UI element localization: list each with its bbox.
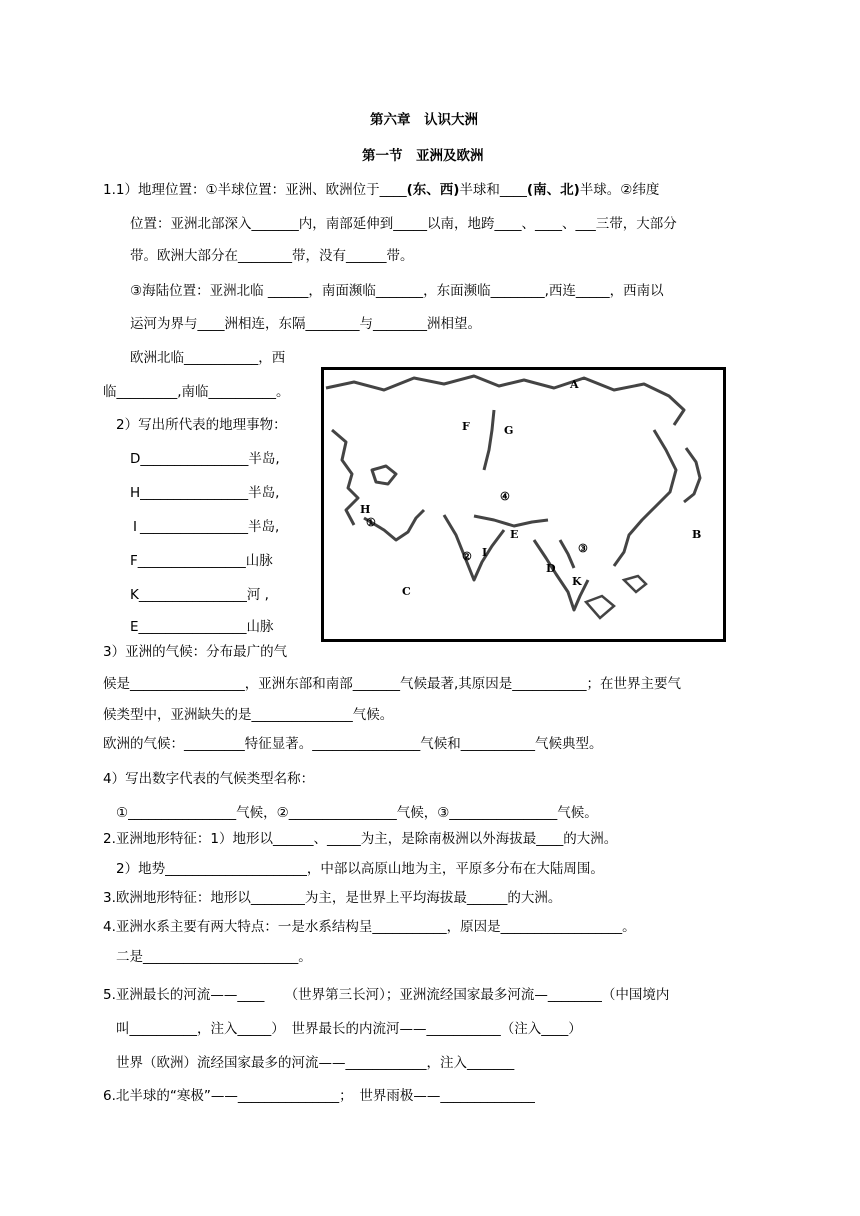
japan-islands <box>684 448 700 502</box>
asia-coastline-east <box>614 430 676 566</box>
q4-line1: 4.亚洲水系主要有两大特点：一是水系结构呈___________，原因是__________________。 <box>103 919 636 935</box>
q3-line: 3.欧洲地形特征：地形以________为主，是世界上平均海拔最______的大洲。 <box>103 890 562 906</box>
sea-inland <box>372 466 396 484</box>
q1-part3-line3: 候类型中，亚洲缺失的是_______________气候。 <box>103 707 394 723</box>
q1-part4-line: ①________________气候，②________________气候，③________________气候。 <box>116 805 598 821</box>
feature-suffix: 山脉 <box>245 553 273 569</box>
q1-line1 <box>103 180 659 200</box>
q5-line1: 5.亚洲最长的河流——____ （世界第三长河）；亚洲流经国家最多河流—________（中国境内 <box>103 987 670 1003</box>
q1-line4: ③海陆位置：亚洲北临 ______，南面濒临_______，东面濒临________,西连_____，西南以 <box>130 283 664 299</box>
ural-range <box>484 410 494 470</box>
map-number-2: ② <box>462 550 472 563</box>
feature-row <box>130 517 279 537</box>
feature-blank: ________________ <box>138 619 247 635</box>
feature-suffix: 半岛, <box>248 451 280 467</box>
q1-part3-line2: 候是_________________，亚洲东部和南部_______气候最著,其原因是___________；在世界主要气 <box>103 676 682 692</box>
q1-part2-title: 2）写出所代表的地理事物： <box>116 417 287 433</box>
map-label-h: H <box>360 503 371 516</box>
river-k <box>560 540 574 568</box>
q1-option-ns: (南、北) <box>526 182 580 198</box>
feature-row <box>130 617 274 637</box>
feature-letter: I <box>133 519 137 535</box>
q1-line6: 欧洲北临___________，西 <box>130 350 286 366</box>
q1-line7: 临_________,南临__________。 <box>103 384 290 400</box>
q1-part3-line1: 3）亚洲的气候：分布最广的气 <box>103 644 288 660</box>
q1-part3-line4: 欧洲的气候：_________特征显著。________________气候和___________气候典型。 <box>103 736 603 752</box>
feature-suffix: 河 , <box>246 587 269 603</box>
map-label-c: C <box>402 585 411 598</box>
feature-suffix: 半岛, <box>248 485 280 501</box>
map-label-a: A <box>570 378 579 391</box>
q1-option-ew: (东、西) <box>406 182 460 198</box>
feature-row <box>130 483 279 503</box>
q2-line2: 2）地势_____________________，中部以高原山地为主，平原多分布在大陆周围。 <box>116 861 604 877</box>
feature-suffix: 半岛, <box>247 519 280 535</box>
q5-line3: 世界（欧洲）流经国家最多的河流——____________，注入_______ <box>116 1055 515 1071</box>
feature-blank: ________________ <box>140 451 249 467</box>
map-number-1: ① <box>366 516 376 529</box>
feature-letter: F <box>130 553 138 569</box>
section-title: 第一节 亚洲及欧洲 <box>362 148 484 164</box>
island-southeast <box>624 576 646 592</box>
feature-blank: ________________ <box>140 485 249 501</box>
asia-coastline-north <box>326 376 684 425</box>
map-label-b: B <box>692 528 702 541</box>
feature-letter: D <box>130 451 141 467</box>
map-label-k: K <box>572 575 582 588</box>
map-number-3: ③ <box>578 542 588 555</box>
feature-suffix: 山脉 <box>246 619 274 635</box>
q1-text-e: 半球。②纬度 <box>579 182 660 198</box>
feature-blank: ________________ <box>138 587 247 603</box>
feature-blank: ________________ <box>139 519 248 535</box>
map-label-g: G <box>504 424 514 437</box>
q1-text-c: 半球和____ <box>459 182 527 198</box>
feature-row <box>130 585 269 605</box>
q1-line2: 位置：亚洲北部深入_______内，南部延伸到_____以南，地跨____、____、___三带，大部分 <box>130 216 677 232</box>
map-label-d: D <box>546 562 556 575</box>
asia-map-drawing <box>324 370 723 639</box>
map-label-e: E <box>510 528 519 541</box>
india-coast <box>444 515 504 580</box>
asia-map <box>321 367 726 642</box>
map-number-4: ④ <box>500 490 510 503</box>
q2-line1: 2.亚洲地形特征：1）地形以______、_____为主，是除南极洲以外海拔最____的大洲。 <box>103 831 618 847</box>
q5-line2: 叫__________，注入_____） 世界最长的内流河——___________（注入____） <box>116 1021 582 1037</box>
q6-line: 6.北半球的“寒极”——_______________； 世界雨极——______________ <box>103 1088 535 1104</box>
feature-letter: E <box>130 619 139 635</box>
feature-letter: K <box>130 587 139 603</box>
europe-west-coast <box>332 430 358 525</box>
q1-part4-title: 4）写出数字代表的气候类型名称： <box>103 771 315 787</box>
map-label-i: I <box>482 546 488 559</box>
q1-line3: 带。欧洲大部分在________带，没有______带。 <box>130 248 414 264</box>
feature-row <box>130 551 273 571</box>
q1-line5: 运河为界与____洲相连，东隔________与________洲相望。 <box>130 316 481 332</box>
island-borneo <box>586 596 614 618</box>
feature-blank: ________________ <box>137 553 246 569</box>
q4-line2: 二是_______________________。 <box>116 949 312 965</box>
himalaya-range <box>474 516 548 526</box>
chapter-title: 第六章 认识大洲 <box>370 112 478 128</box>
q1-text-a: 1.1）地理位置：①半球位置：亚洲、欧洲位于____ <box>103 182 407 198</box>
map-label-f: F <box>462 420 470 433</box>
feature-row <box>130 449 280 469</box>
feature-letter: H <box>130 485 141 501</box>
